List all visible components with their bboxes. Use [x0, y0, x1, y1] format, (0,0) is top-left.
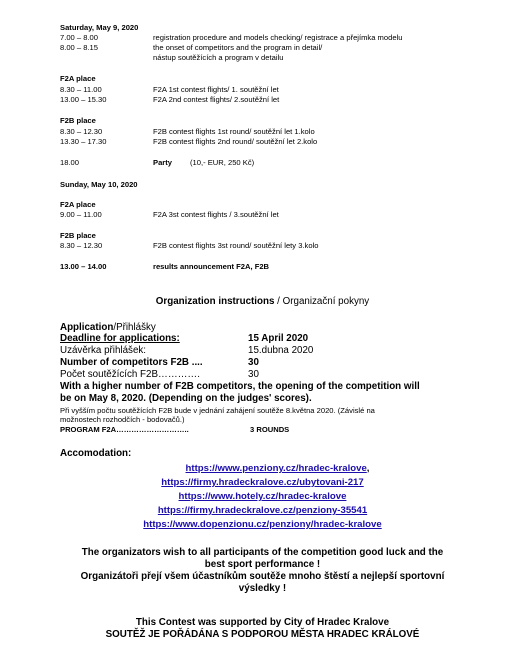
accommodation-link[interactable]: https://www.dopenzionu.cz/penziony/hradec-kralove	[143, 519, 382, 530]
schedule-time: 8.30 – 11.00	[60, 85, 102, 94]
application-cz: /Přihlášky	[113, 322, 156, 333]
program-value: 3 ROUNDS	[250, 425, 290, 434]
program-label: PROGRAM F2A………………………..	[60, 425, 189, 434]
deadline-value: 15 April 2020	[248, 333, 309, 344]
schedule-text: the onset of competitors and the program in detail/	[153, 43, 323, 52]
schedule-time: 8.00 – 8.15	[60, 43, 99, 52]
deadline-label: Deadline for applications:	[60, 333, 180, 344]
org-heading-en: Organization instructions	[155, 296, 275, 307]
wishes-block	[0, 547, 525, 595]
day2-heading: Sunday, May 10, 2020	[60, 180, 138, 189]
note-en: be on May 8, 2020. (Depending on the judges' scores).	[60, 393, 312, 404]
party-price: (10,- EUR, 250 Kč)	[190, 158, 255, 167]
accommodation-link[interactable]: https://firmy.hradeckralove.cz/penziony-35541	[157, 505, 368, 516]
schedule-time: 13.30 – 17.30	[60, 137, 107, 146]
application-heading	[60, 322, 156, 333]
org-heading	[0, 296, 525, 307]
application-en: Application	[60, 322, 114, 333]
org-heading-sep: /	[274, 296, 283, 307]
schedule-text: F2A 1st contest flights/ 1. soutěžní let	[153, 85, 279, 94]
wishes-cz: Organizátoři přejí všem účastníkům soutěže mnoho štěstí a nejlepší sportovní	[80, 571, 445, 582]
f2a-place-label: F2A place	[60, 200, 96, 209]
support-block	[0, 617, 525, 641]
schedule-text: F2A 2nd contest flights/ 2.soutěžní let	[153, 95, 280, 104]
note-cz: možnostech rozhodčích - bodovačů.)	[60, 415, 185, 424]
party-time: 18.00	[60, 158, 80, 167]
competitors-label: Number of competitors F2B ....	[60, 357, 203, 368]
f2b-place-label: F2B place	[60, 231, 96, 240]
note-en: With a higher number of F2B competitors, the opening of the competition will	[60, 381, 420, 392]
accommodation-label: Accomodation:	[60, 448, 132, 459]
accommodation-link[interactable]: https://firmy.hradeckralove.cz/ubytovani-217	[161, 477, 364, 488]
competitors-value: 30	[248, 357, 259, 368]
competitors-cz-value: 30	[248, 369, 259, 380]
org-heading-cz: Organizační pokyny	[282, 296, 370, 307]
accommodation-link[interactable]: https://www.penziony.cz/hradec-kralove	[185, 463, 367, 474]
accommodation-link[interactable]: https://www.hotely.cz/hradec-kralove	[178, 491, 347, 502]
schedule-time: 8.30 – 12.30	[60, 127, 103, 136]
f2a-place-label: F2A place	[60, 74, 96, 83]
schedule-time: 13.00 – 15.30	[60, 95, 107, 104]
wishes-cz: výsledky !	[238, 583, 287, 594]
competitors-cz-label: Počet soutěžících F2B………….	[60, 369, 200, 380]
party-label: Party	[153, 158, 172, 167]
schedule-text: F2A 3st contest flights / 3.soutěžní let	[153, 210, 279, 219]
deadline-cz-label: Uzávěrka přihlášek:	[60, 345, 147, 356]
f2b-place-label: F2B place	[60, 116, 96, 125]
note-cz: Při vyšším počtu soutěžících F2B bude v jednání zahájení soutěže 8.května 2020. (Závislé na	[60, 406, 375, 415]
day1-heading: Saturday, May 9, 2020	[60, 23, 139, 32]
wishes-en: The organizators wish to all participants of the competition good luck and the	[81, 547, 444, 558]
wishes-en: best sport performance !	[204, 559, 321, 570]
results-time: 13.00 – 14.00	[60, 262, 107, 271]
schedule-text: F2B contest flights 3st round/ soutěžní lety 3.kolo	[153, 241, 319, 250]
schedule-text: F2B contest flights 1st round/ soutěžní let 1.kolo	[153, 127, 315, 136]
results-text: results announcement F2A, F2B	[153, 262, 270, 271]
schedule-time: 7.00 – 8.00	[60, 33, 99, 42]
schedule-time: 9.00 – 11.00	[60, 210, 102, 219]
link-suffix: ,	[366, 463, 370, 474]
schedule-text: F2B contest flights 2nd round/ soutěžní let 2.kolo	[153, 137, 318, 146]
deadline-cz-value: 15.dubna 2020	[248, 345, 314, 356]
schedule-text: registration procedure and models checking/ registrace a přejímka modelu	[153, 33, 403, 42]
schedule-text: nástup soutěžících a program v detailu	[153, 53, 284, 62]
accommodation-links	[0, 461, 525, 531]
support-en: This Contest was supported by City of Hradec Kralove	[135, 617, 390, 628]
schedule-time: 8.30 – 12.30	[60, 241, 103, 250]
support-cz: SOUTĚŽ JE POŘÁDÁNA S PODPOROU MĚSTA HRADEC KRÁLOVÉ	[105, 629, 420, 640]
